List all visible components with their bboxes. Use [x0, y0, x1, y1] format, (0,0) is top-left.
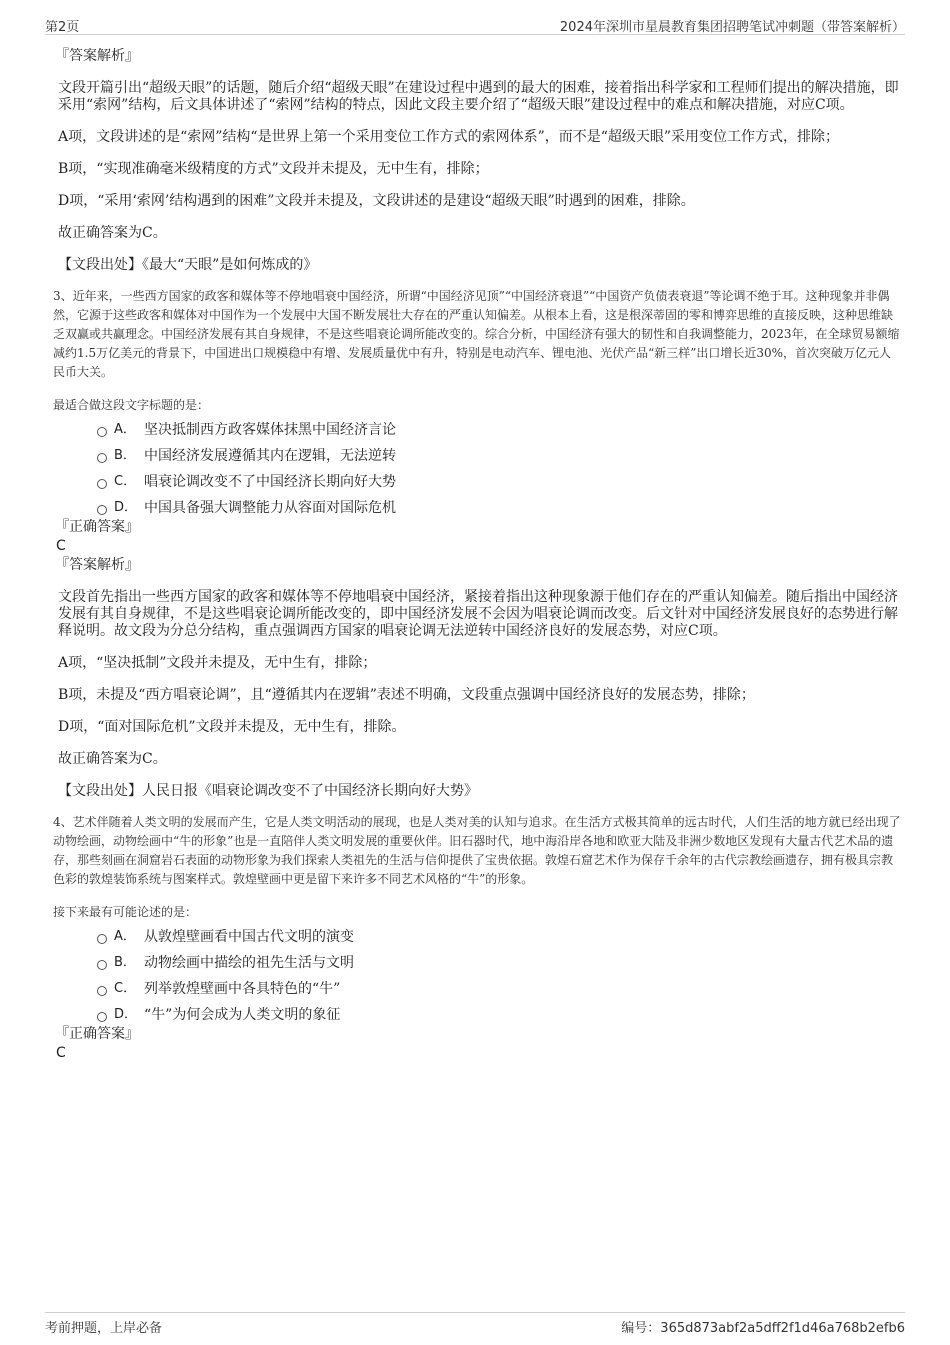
analysis-paragraph: 文段首先指出一些西方国家的政客和媒体等不停地唱衰中国经济，紧接着指出这种现象源于他们存在的严重认知偏差。随后指出中国经济发展有其自身规律，不是这些唱衰论调所能改变的，即中国经济发展不会因为唱衰论调而改变。后文针对中国经济发展良好的态势进行解释说明。故文段为分总分结构，重点强调西方国家的唱衰论调无法逆转中国经济良好的发展态势，对应C项。 [58, 589, 898, 639]
analysis-option-a: A项，文段讲述的是“索网”结构“是世界上第一个采用变位工作方式的索网体系”，而不是“超级天眼”采用变位工作方式，排除； [58, 129, 840, 145]
question-4-prompt: 接下来最有可能论述的是： [53, 905, 198, 919]
analysis-label: 『答案解析』 [55, 557, 139, 573]
radio-icon[interactable] [97, 505, 107, 515]
analysis-option-b: B项，未提及“西方唱衰论调”，且“遵循其内在逻辑”表述不明确，文段重点强调中国经济良好的发展态势，排除； [58, 687, 755, 703]
page-footer [45, 1312, 905, 1335]
question-4-stem: 4、艺术伴随着人类文明的发展而产生，它是人类文明活动的展现，也是人类对美的认知与追求。在生活方式极其简单的远古时代，人们生活的地方就已经出现了动物绘画，动物绘画中“牛的形象”也是一直陪伴人类文明发展的重要伙伴。旧石器时代，地中海沿岸各地和欧亚大陆及非洲少数地区发现有大量古代艺术品的遗存，那些刻画在洞窟岩石表面的动物形象为我们探索人类祖先的生活与信仰提供了宝贵依据。敦煌石窟艺术作为保存千余年的古代宗教绘画遗存，拥有极具宗教色彩的敦煌装饰系统与图案样式。敦煌壁画中更是留下来许多不同艺术风格的“牛”的形象。 [53, 815, 901, 886]
page-header [45, 14, 905, 35]
passage-source: 【文段出处】人民日报《唱衰论调改变不了中国经济长期向好大势》 [58, 783, 478, 799]
question-4-option-d[interactable]: D． “牛”为何会成为人类文明的象征 [97, 1006, 903, 1032]
radio-icon[interactable] [97, 960, 107, 970]
question-3-prompt: 最适合做这段文字标题的是： [53, 398, 210, 412]
analysis-conclusion: 故正确答案为C。 [58, 751, 167, 767]
radio-icon[interactable] [97, 934, 107, 944]
radio-icon[interactable] [97, 986, 107, 996]
footer-slogan: 考前押题，上岸必备 [45, 1321, 163, 1336]
page-content [55, 44, 903, 1062]
page-number: 第2页 [45, 20, 80, 35]
question-4-options [97, 928, 903, 1032]
analysis-option-d: D项，“采用‘索网’结构遇到的困难”文段并未提及，文段讲述的是建设“超级天眼”时遇到的困难，排除。 [58, 193, 695, 209]
analysis-option-d: D项，“面对国际危机”文段并未提及，无中生有，排除。 [58, 719, 406, 735]
correct-answer-value: C [56, 1045, 66, 1061]
radio-icon[interactable] [97, 427, 107, 437]
question-4-option-a[interactable]: A． 从敦煌壁画看中国古代文明的演变 [97, 928, 903, 954]
document-title: 2024年深圳市星晨教育集团招聘笔试冲刺题（带答案解析） [559, 20, 905, 35]
analysis-conclusion: 故正确答案为C。 [58, 225, 167, 241]
question-3-option-a[interactable]: A． 坚决抵制西方政客媒体抹黑中国经济言论 [97, 421, 903, 447]
question-3-stem: 3、近年来，一些西方国家的政客和媒体等不停地唱衰中国经济，所谓“中国经济见顶”“中国经济衰退”“中国资产负债表衰退”等论调不绝于耳。这种现象并非偶然，它源于这些政客和媒体对中国作为一个发展中大国不断发展壮大存在的严重认知偏差。从根本上看，这是根深蒂固的零和博弈思维的直接反映，这种思维缺乏双赢或共赢理念。中国经济发展有其自身规律，不是这些唱衰论调所能改变的。综合分析，中国经济有强大的韧性和自我调整能力，2023年，在全球贸易额缩减约1.5万亿美元的背景下，中国进出口规模稳中有增、发展质量优中有升，特别是电动汽车、锂电池、光伏产品“新三样”出口增长近30%，首次突破万亿元人民币大关。 [53, 289, 900, 379]
analysis-option-a: A项，“坚决抵制”文段并未提及，无中生有，排除； [58, 655, 377, 671]
document-code: 编号：365d873abf2a5dff2f1d46a768b2efb6 [621, 1321, 905, 1336]
question-3-option-d[interactable]: D． 中国具备强大调整能力从容面对国际危机 [97, 499, 903, 525]
question-4-option-b[interactable]: B． 动物绘画中描绘的祖先生活与文明 [97, 954, 903, 980]
correct-answer-label: 『正确答案』 [55, 1026, 139, 1042]
correct-answer-label: 『正确答案』 [55, 519, 139, 535]
correct-answer-value: C [56, 538, 66, 554]
radio-icon[interactable] [97, 1012, 107, 1022]
analysis-option-b: B项，“实现准确毫米级精度的方式”文段并未提及，无中生有，排除； [58, 161, 489, 177]
analysis-paragraph: 文段开篇引出“超级天眼”的话题，随后介绍“超级天眼”在建设过程中遇到的最大的困难，接着指出科学家和工程师们提出的解决措施，即采用“索网”结构，后文具体讲述了“索网”结构的特点，因此文段主要介绍了“超级天眼”建设过程中的难点和解决措施，对应C项。 [58, 80, 899, 113]
passage-source: 【文段出处】《最大“天眼”是如何炼成的》 [58, 257, 318, 273]
radio-icon[interactable] [97, 479, 107, 489]
question-3-option-b[interactable]: B． 中国经济发展遵循其内在逻辑，无法逆转 [97, 447, 903, 473]
question-4-option-c[interactable]: C． 列举敦煌壁画中各具特色的“牛” [97, 980, 903, 1006]
radio-icon[interactable] [97, 453, 107, 463]
question-3-option-c[interactable]: C． 唱衰论调改变不了中国经济长期向好大势 [97, 473, 903, 499]
analysis-label: 『答案解析』 [55, 48, 139, 64]
question-3-options [97, 421, 903, 525]
